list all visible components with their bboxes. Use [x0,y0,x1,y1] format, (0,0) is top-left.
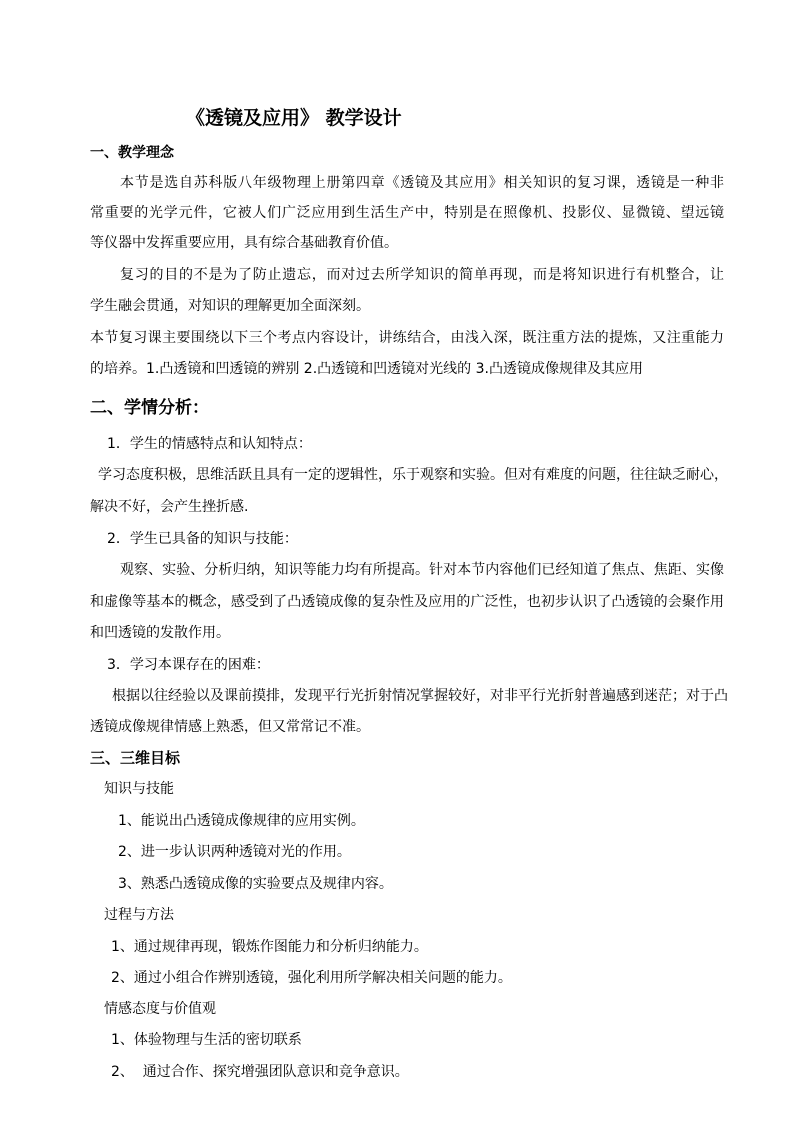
sec2-item1-line2: 解决不好，会产生挫折感. [90,499,249,515]
sec3-group1-item2: 2、进一步认识两种透镜对光的作用。 [118,844,351,860]
sec1-p3-line2: 的培养。1.凸透镜和凹透镜的辨别 2.凸透镜和凹透镜对光线的 3.凸透镜成像规律及其应用 [90,361,643,377]
sec2-item2-line1: 观察、实验、分析归纳，知识等能力均有所提高。针对本节内容他们已经知道了焦点、焦距、实像 [120,562,724,578]
sec3-group1-title: 知识与技能 [104,781,174,797]
sec1-p3-line1: 本节复习课主要围绕以下三个考点内容设计，讲练结合，由浅入深，既注重方法的提炼，又注重能力 [90,330,724,346]
sec2-item1-line1: 学习态度积极，思维活跃且具有一定的逻辑性，乐于观察和实验。但对有难度的问题，往往缺乏耐心， [98,467,728,483]
sec3-group2-item1: 1、通过规律再现，锻炼作图能力和分析归纳能力。 [111,939,428,955]
sec1-p2-line1: 复习的目的不是为了防止遗忘，而对过去所学知识的简单再现，而是将知识进行有机整合，让 [120,267,724,283]
sec3-group3-item1: 1、体验物理与生活的密切联系 [111,1032,302,1048]
sec3-group1-item3: 3、熟悉凸透镜成像的实验要点及规律内容。 [118,876,393,892]
sec1-p1-line2: 常重要的光学元件，它被人们广泛应用到生活生产中，特别是在照像机、投影仪、显微镜、望远镜 [90,205,724,221]
sec3-group1-item1: 1、能说出凸透镜成像规律的应用实例。 [118,813,365,829]
sec1-p1-line3: 等仪器中发挥重要应用，具有综合基础教育价值。 [90,235,398,251]
section-3-heading: 三、三维目标 [90,749,181,767]
section-2-heading: 二、学情分析： [90,398,209,418]
sec3-group2-item2: 2、通过小组合作辨别透镜，强化利用所学解决相关问题的能力。 [111,970,512,986]
sec3-group2-title: 过程与方法 [104,907,174,923]
sec2-item1-title: 1．学生的情感特点和认知特点： [107,436,312,452]
document-title: 《透镜及应用》 教学设计 [186,107,402,129]
sec2-item3-line2: 透镜成像规律情感上熟悉，但又常常记不准。 [90,719,370,735]
sec3-group3-title: 情感态度与价值观 [104,1001,216,1017]
section-1-heading: 一、教学理念 [90,145,174,161]
sec2-item3-title: 3．学习本课存在的困难： [107,657,270,673]
sec2-item2-line3: 和凹透镜的发散作用。 [90,625,230,641]
sec2-item2-line2: 和虚像等基本的概念，感受到了凸透镜成像的复杂性及应用的广泛性，也初步认识了凸透镜的会聚作用 [90,594,724,610]
sec2-item3-line1: 根据以往经验以及课前摸排，发现平行光折射情况掌握较好，对非平行光折射普遍感到迷茫；对于凸 [112,688,728,704]
sec1-p2-line2: 学生融会贯通，对知识的理解更加全面深刻。 [90,298,370,314]
sec3-group3-item2: 2、 通过合作、探究增强团队意识和竞争意识。 [111,1064,409,1080]
sec1-p1-line1: 本节是选自苏科版八年级物理上册第四章《透镜及其应用》相关知识的复习课，透镜是一种非 [120,175,724,191]
sec2-item2-title: 2．学生已具备的知识与技能： [107,531,298,547]
